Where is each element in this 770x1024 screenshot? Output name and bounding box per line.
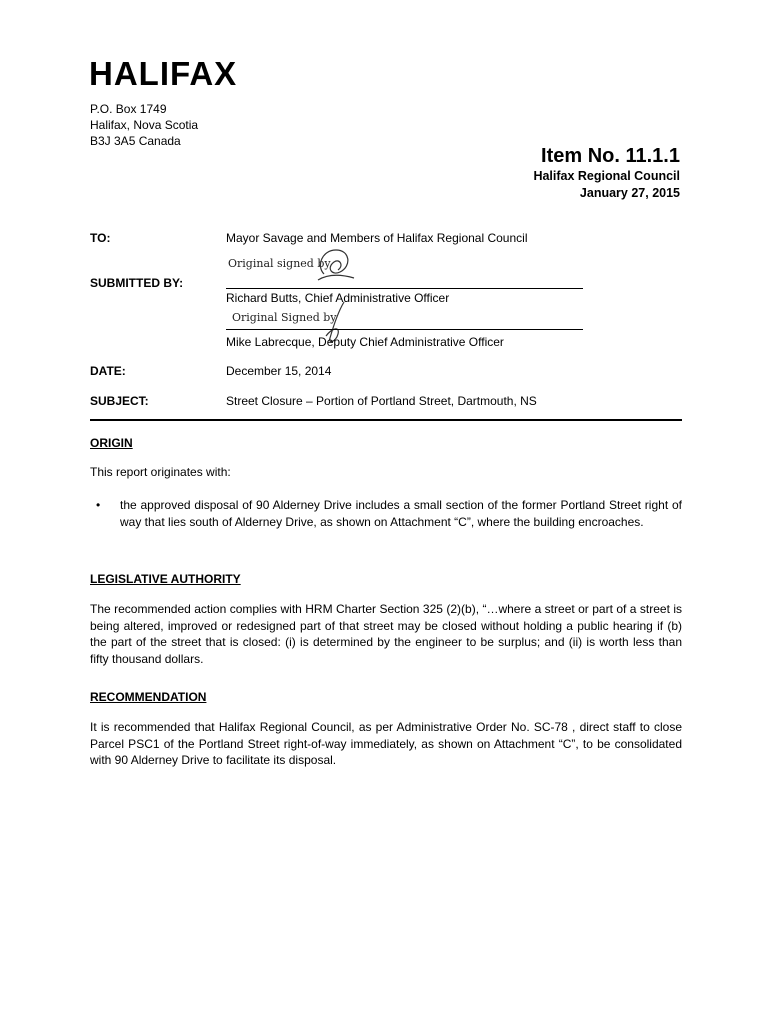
address-line: B3J 3A5 Canada <box>90 134 181 148</box>
origin-bullet-text: the approved disposal of 90 Alderney Drive includes a small section of the former Portland Street right of way that lies south of Alderney Drive, as shown on Attachment “C”, where the building encroaches. <box>120 498 682 529</box>
signature-line <box>226 329 583 330</box>
list-item <box>96 497 682 530</box>
to-value: Mayor Savage and Members of Halifax Regional Council <box>226 231 528 245</box>
date-value: December 15, 2014 <box>226 364 332 378</box>
address-line: P.O. Box 1749 <box>90 102 167 116</box>
recommendation-text: It is recommended that Halifax Regional Council, as per Administrative Order No. SC-78 , direct staff to close Parcel PSC1 of the Portland Street right-of-way immediately, as shown on Attachment “C”, to be consolidated with 90 Alderney Drive to facilitate its disposal. <box>90 720 682 767</box>
submitted-by-cao: Richard Butts, Chief Administrative Officer <box>226 291 450 305</box>
mailing-address <box>90 101 198 149</box>
recommendation-heading: RECOMMENDATION <box>90 690 207 704</box>
signature-note: Original Signed by <box>232 311 337 324</box>
subject-value: Street Closure – Portion of Portland Street, Dartmouth, NS <box>226 394 537 408</box>
header-divider <box>90 419 682 421</box>
council-name: Halifax Regional Council <box>533 169 680 183</box>
meeting-date: January 27, 2015 <box>579 186 680 200</box>
submitted-by-label: SUBMITTED BY: <box>90 276 184 290</box>
origin-heading: ORIGIN <box>90 436 133 450</box>
to-label: TO: <box>90 231 111 245</box>
submitted-by-deputy: Mike Labrecque, Deputy Chief Administrative Officer <box>226 335 504 349</box>
item-number: Item No. 11.1.1 <box>541 145 680 167</box>
bullet-icon: • <box>96 498 101 512</box>
halifax-logo: HALIFAX <box>89 55 238 92</box>
date-label: DATE: <box>90 364 126 378</box>
council-block <box>533 168 680 202</box>
origin-intro: This report originates with: <box>90 465 231 479</box>
signature-scribble-icon <box>310 244 360 286</box>
subject-label: SUBJECT: <box>90 394 149 408</box>
signature-note: Original signed by <box>228 257 331 270</box>
signature-line <box>226 288 583 289</box>
address-line: Halifax, Nova Scotia <box>90 118 199 132</box>
legislative-text: The recommended action complies with HRM Charter Section 325 (2)(b), “…where a street or part of a street is being altered, improved or redesigned part of that street may be closed without holding a public hearing if (b) the part of the street that is closed: (i) is determined by the engineer to be surplus; and (ii) is worth less than fifty thousand dollars. <box>90 602 682 666</box>
legislative-heading: LEGISLATIVE AUTHORITY <box>90 572 241 586</box>
